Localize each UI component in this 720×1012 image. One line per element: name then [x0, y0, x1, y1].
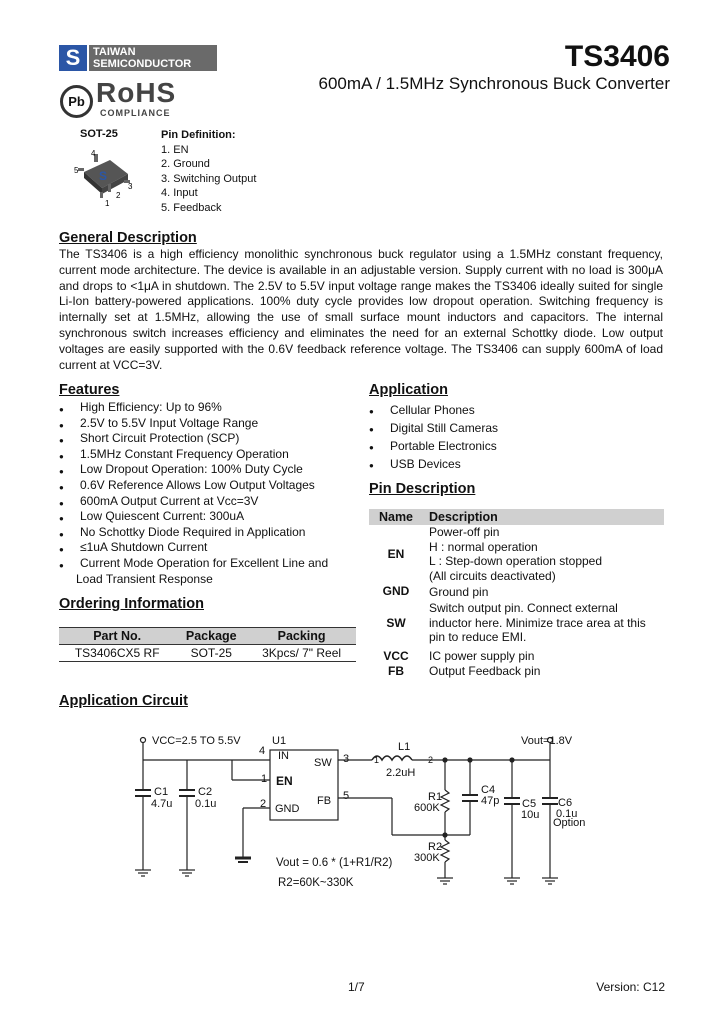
ordering-packing: 3Kpcs/ 7" Reel	[247, 645, 356, 662]
ordering-header-packing: Packing	[247, 628, 356, 645]
pin-header-name: Name	[369, 509, 423, 525]
rohs-compliance-text: COMPLIANCE	[100, 108, 171, 118]
feature-item: ● ≤1uA Shutdown Current	[59, 540, 359, 556]
ic-pin-gnd: GND	[275, 803, 300, 815]
pin-row-vcc	[369, 645, 664, 664]
pin-description-heading: Pin Description	[369, 481, 476, 497]
feature-item: ● 600mA Output Current at Vcc=3V	[59, 494, 359, 510]
r2-value: 300K	[414, 852, 440, 864]
chip-pin-4: 4	[91, 149, 96, 158]
chip-pin-5: 5	[74, 166, 79, 175]
c5-label: C5	[522, 798, 537, 810]
pin-def-item: 4. Input	[161, 187, 198, 200]
pin-desc: Output Feedback pin	[429, 664, 541, 679]
document-version: Version: C12	[596, 980, 665, 994]
pin-def-item: 2. Ground	[161, 158, 210, 171]
pin-row-gnd	[369, 583, 664, 601]
pin-def-item: 5. Feedback	[161, 201, 222, 214]
features-list	[59, 400, 359, 587]
ic-pin-in: IN	[278, 750, 289, 762]
company-name	[89, 45, 217, 71]
pin-definition	[161, 128, 256, 216]
company-logo: S	[59, 45, 87, 71]
vcc-node-icon	[141, 738, 146, 743]
resistor-r2-icon	[441, 840, 449, 862]
page-number: 1/7	[348, 980, 365, 994]
pin-row-sw	[369, 601, 664, 645]
ic-pin-fb: FB	[317, 795, 332, 807]
pin-desc: Power-off pin H : normal operation L : Step-down operation stopped (All circuits deactivated)	[429, 525, 603, 583]
l1-value: 2.2uH	[386, 767, 416, 779]
pin-row-fb	[369, 663, 664, 679]
pin-desc: Ground pin	[429, 584, 489, 599]
c1-label: C1	[154, 786, 169, 798]
ic-pin-en: EN	[276, 774, 293, 788]
ordering-header-part: Part No.	[59, 628, 175, 645]
chip-pin-2: 2	[116, 191, 121, 200]
r2-label: R2	[428, 841, 443, 853]
application-list	[369, 401, 498, 473]
application-item: ● Portable Electronics	[369, 437, 498, 455]
feature-item: ● No Schottky Diode Required in Application	[59, 525, 359, 541]
c1-value: 4.7u	[151, 798, 173, 810]
vout-label: Vout=1.8V	[521, 735, 573, 747]
pin-name: FB	[388, 664, 404, 679]
c5-value: 10u	[521, 809, 540, 821]
c4-label: C4	[481, 784, 496, 796]
ordering-header-package: Package	[175, 628, 247, 645]
application-item: ● USB Devices	[369, 455, 498, 473]
part-number: TS3406	[564, 40, 670, 73]
c6-label: C6	[558, 797, 573, 809]
application-item: ● Cellular Phones	[369, 401, 498, 419]
pin-num-2: 2	[260, 798, 267, 810]
feature-item: ● High Efficiency: Up to 96%	[59, 400, 359, 416]
general-description-heading: General Description	[59, 230, 197, 246]
ordering-table	[59, 627, 356, 662]
feature-item: ● Current Mode Operation for Excellent Line and	[59, 556, 359, 572]
chip-pin-3: 3	[128, 182, 133, 191]
pin-name: VCC	[383, 648, 409, 663]
c2-value: 0.1u	[195, 798, 217, 810]
pin-name: EN	[387, 546, 405, 561]
u1-label: U1	[272, 735, 287, 747]
general-description-text: The TS3406 is a high efficiency monolithic synchronous buck regulator using a 1.5MHz constant frequency, current mode architecture. The device is available in an adjustable version. Supply current with no load is 300μA and drops to <1μA in shutdown. The 2.5V to 5.5V input voltage range makes the TS3406 ideally suited for single Li-Ion battery-powered applications. 100% duty cycle provides low dropout operation. Switching frequency is internally set at 1.5MHz, allowing the use of small surface mount inductors and capacitors. The internal synchronous switch increases efficiency and eliminates the need for an external Schottky diode. Low output voltages are easily supported with the 0.6V feedback reference voltage. The TS3406 can supply 600mA of load current at VCC=3V.	[59, 247, 663, 372]
pin-def-title: Pin Definition:	[161, 129, 236, 141]
package-name: SOT-25	[80, 128, 118, 140]
application-heading: Application	[369, 382, 448, 398]
pb-free-logo: Pb	[60, 85, 93, 118]
pin-name: GND	[382, 584, 410, 599]
company-line1: TAIWAN	[93, 46, 136, 58]
r1-value: 600K	[414, 802, 440, 814]
pin-def-item: 1. EN	[161, 143, 189, 156]
ordering-part-no: TS3406CX5 RF	[59, 645, 175, 662]
pin-header-description: Description	[423, 509, 664, 525]
pin-def-item: 3. Switching Output	[161, 172, 257, 185]
c4-value: 47p	[481, 795, 500, 807]
feature-item: ● 2.5V to 5.5V Input Voltage Range	[59, 416, 359, 432]
resistor-r1-icon	[441, 790, 449, 812]
features-heading: Features	[59, 382, 120, 398]
application-circuit-heading: Application Circuit	[59, 693, 188, 709]
pin-num-1: 1	[261, 773, 268, 785]
r1-label: R1	[428, 791, 443, 803]
svg-text:S: S	[99, 169, 108, 183]
pin-num-3: 3	[343, 753, 350, 765]
pin-num-5: 5	[343, 790, 350, 802]
pin-desc: IC power supply pin	[429, 648, 535, 663]
vcc-label: VCC=2.5 TO 5.5V	[152, 735, 241, 747]
ordering-package: SOT-25	[175, 645, 247, 662]
application-circuit-schematic	[0, 720, 720, 900]
vout-formula: Vout = 0.6 * (1+R1/R2)	[276, 857, 393, 869]
application-item: ● Digital Still Cameras	[369, 419, 498, 437]
feature-item: ● Short Circuit Protection (SCP)	[59, 431, 359, 447]
c2-label: C2	[198, 786, 213, 798]
pin-name: SW	[386, 615, 406, 630]
l1-pin-2: 2	[428, 755, 434, 765]
pin-num-4: 4	[259, 745, 266, 757]
l1-label: L1	[398, 741, 411, 753]
r2-range: R2=60K~330K	[278, 877, 354, 889]
chip-pin-1: 1	[105, 199, 110, 208]
c6-option: Option	[553, 817, 586, 829]
feature-item-continued: Load Transient Response	[76, 571, 213, 586]
ordering-heading: Ordering Information	[59, 596, 204, 612]
c6-value: 0.1u	[556, 808, 578, 820]
feature-item: ● 0.6V Reference Allows Low Output Voltages	[59, 478, 359, 494]
sot25-package-icon	[72, 146, 142, 208]
l1-pin-1: 1	[374, 755, 380, 765]
feature-item: ● Low Quiescent Current: 300uA	[59, 509, 359, 525]
rohs-logo: RoHS	[96, 77, 177, 108]
pin-desc: Switch output pin. Connect external inductor here. Minimize trace area at this pin to reduce EMI.	[429, 600, 646, 645]
pin-description-table	[369, 509, 664, 679]
feature-item: ● Low Dropout Operation: 100% Duty Cycle	[59, 462, 359, 478]
ic-pin-sw: SW	[314, 757, 332, 769]
feature-item: ● 1.5MHz Constant Frequency Operation	[59, 447, 359, 463]
pin-row-en	[369, 525, 664, 583]
company-line2: SEMICONDUCTOR	[93, 58, 192, 70]
document-subtitle: 600mA / 1.5MHz Synchronous Buck Converter	[318, 74, 670, 93]
